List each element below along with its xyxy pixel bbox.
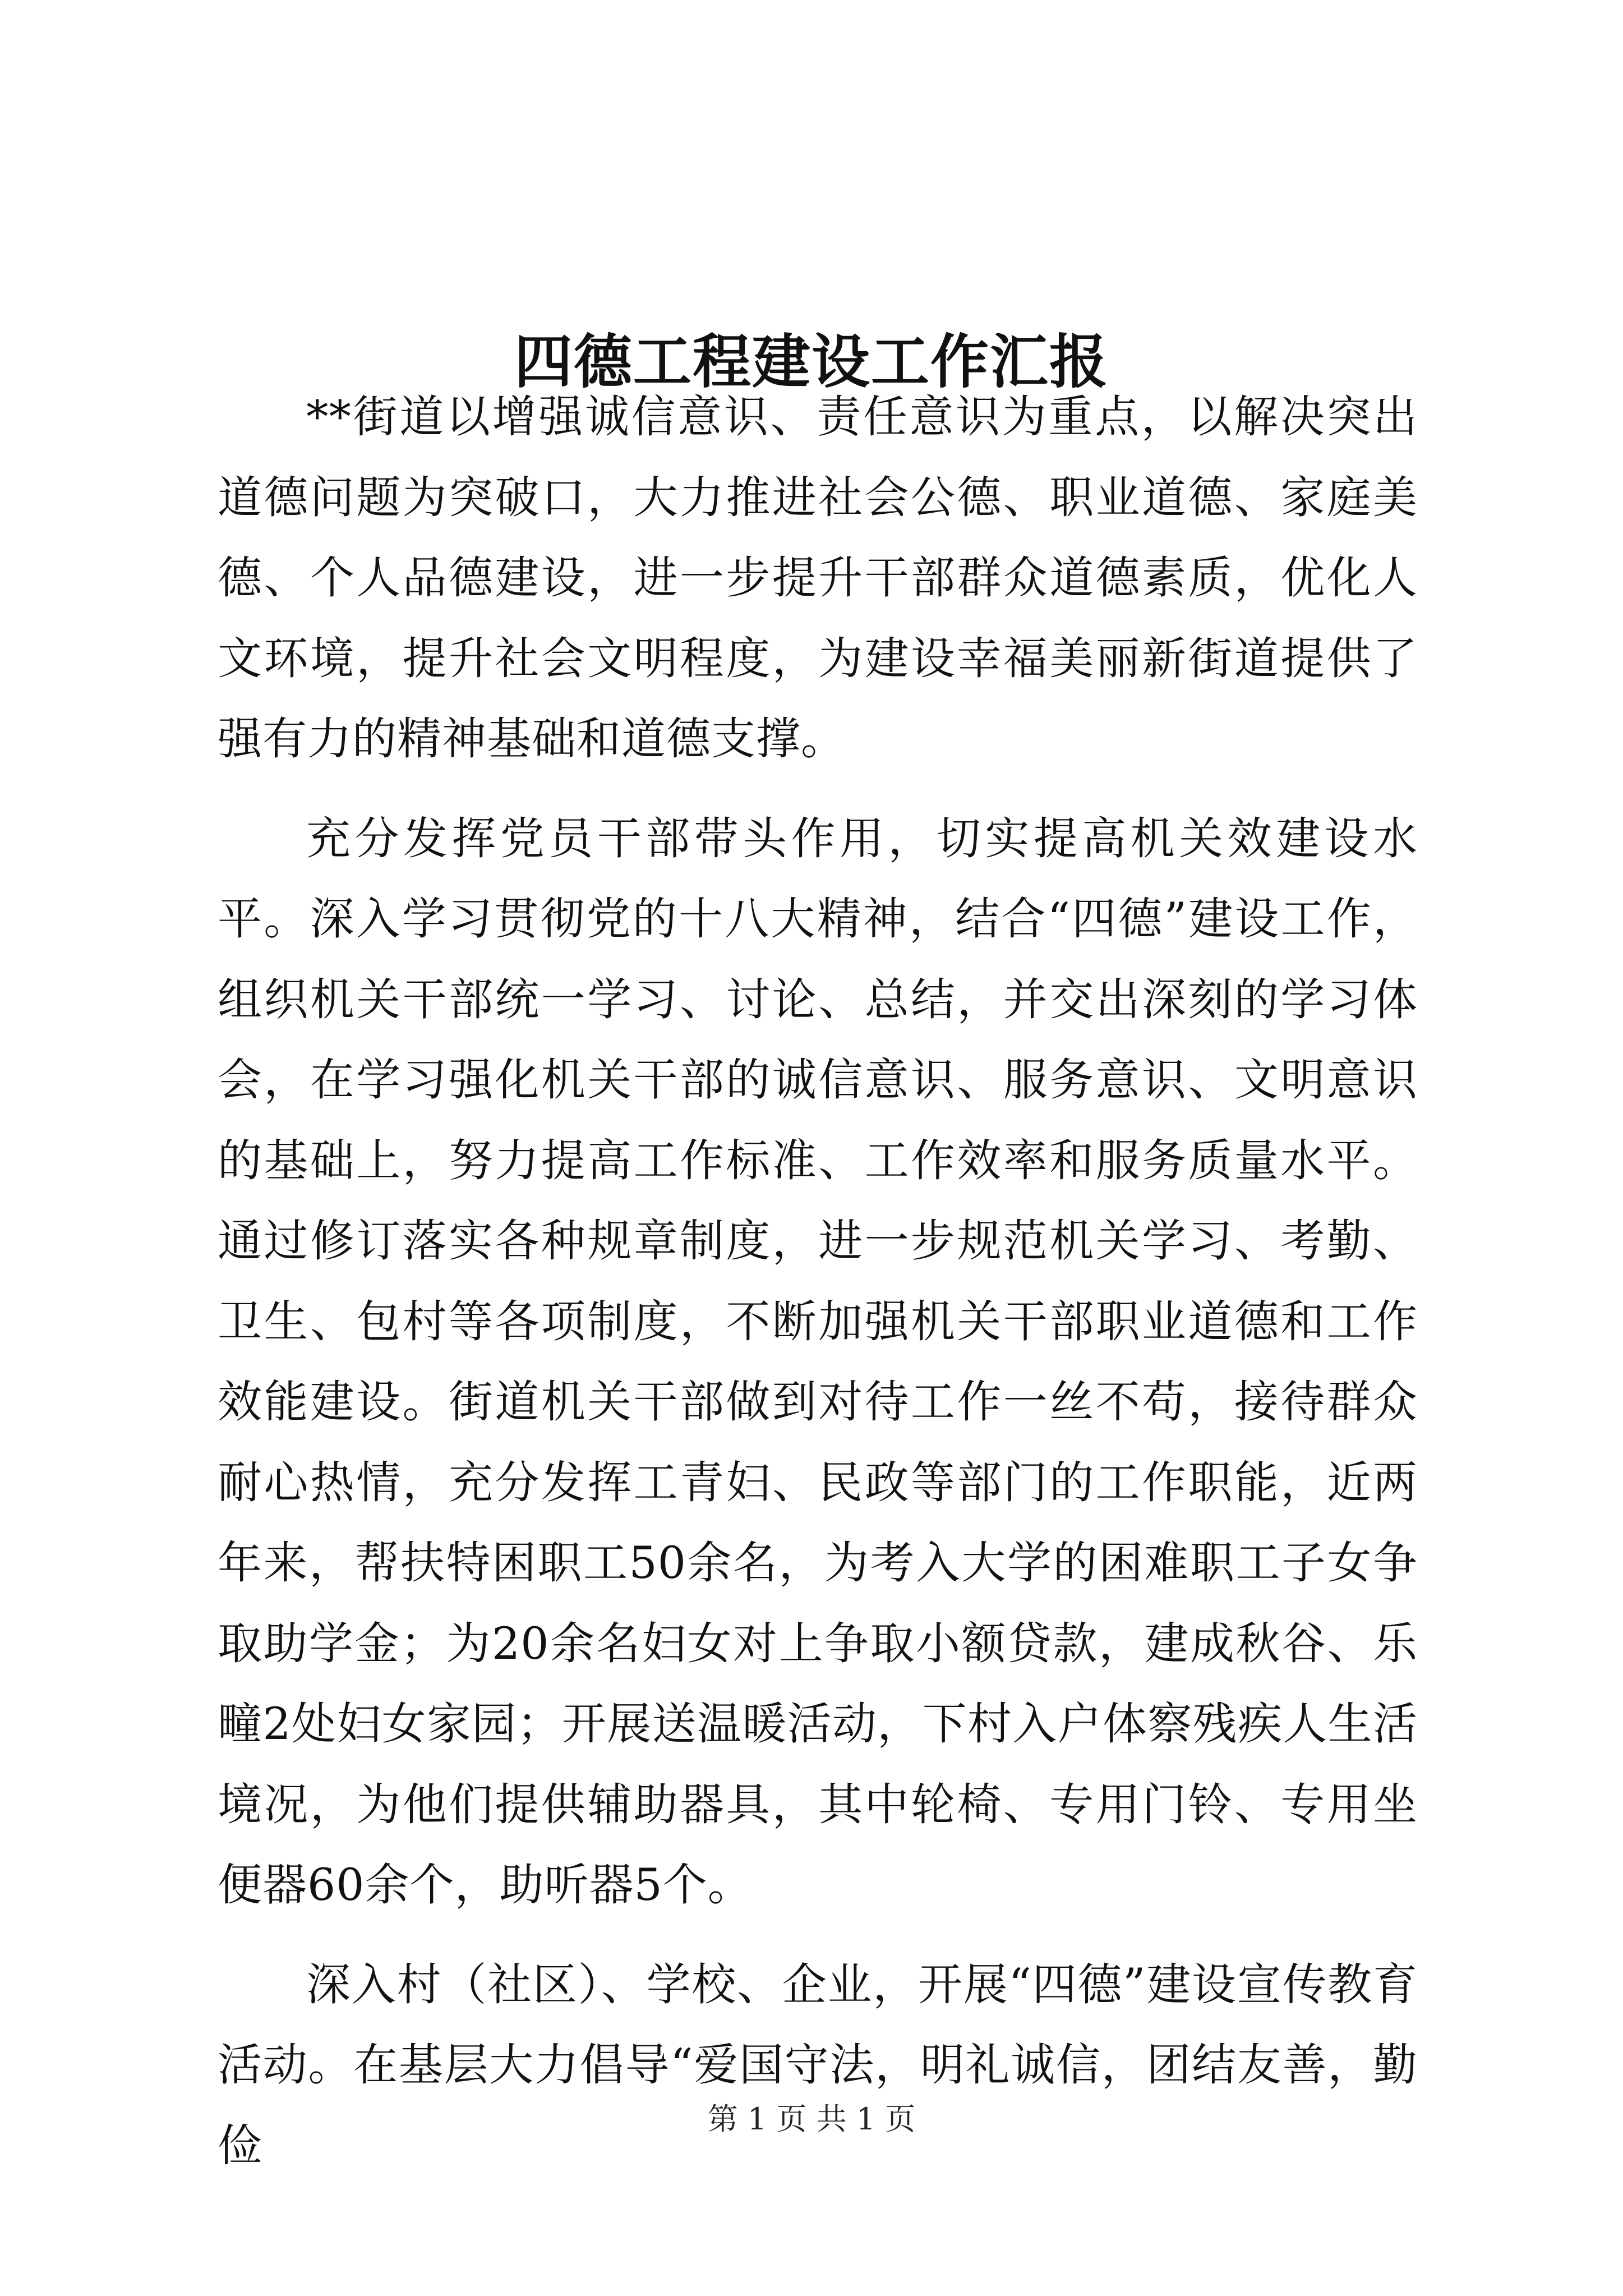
document-title: 四德工程建设工作汇报 [514,326,1109,396]
paragraph-community: 深入村（社区）、学校、企业，开展“四德”建设宣传教育活动。在基层大力倡导“爱国守法，明礼诚信，团结友善，勤俭 [218,1958,1418,2171]
document-body [218,377,1418,2205]
paragraph-intro: **街道以增强诚信意识、责任意识为重点，以解决突出道德问题为突破口，大力推进社会公德、职业道德、家庭美德、个人品德建设，进一步提升干部群众道德素质，优化人文环境，提升社会文明程度，为建设幸福美丽新街道提供了强有力的精神基础和道德支撑。 [218,391,1418,765]
paragraph-cadres: 充分发挥党员干部带头作用，切实提高机关效建设水平。深入学习贯彻党的十八大精神，结合“四德”建设工作，组织机关干部统一学习、讨论、总结，并交出深刻的学习体会，在学习强化机关干部的诚信意识、服务意识、文明意识的基础上，努力提高工作标准、工作效率和服务质量水平。通过修订落实各种规章制度，进一步规范机关学习、考勤、卫生、包村等各项制度，不断加强机关干部职业道德和工作效能建设。街道机关干部做到对待工作一丝不苟，接待群众耐心热情，充分发挥工青妇、民政等部门的工作职能，近两年来，帮扶特困职工50余名，为考入大学的困难职工子女争取助学金；为20余名妇女对上争取小额贷款，建成秋谷、乐疃2处妇女家园；开展送温暖活动，下村入户体察残疾人生活境况，为他们提供辅助器具，其中轮椅、专用门铃、专用坐便器60余个，助听器5个。 [218,812,1418,1911]
page-number-footer: 第 1 页 共 1 页 [707,2101,916,2137]
